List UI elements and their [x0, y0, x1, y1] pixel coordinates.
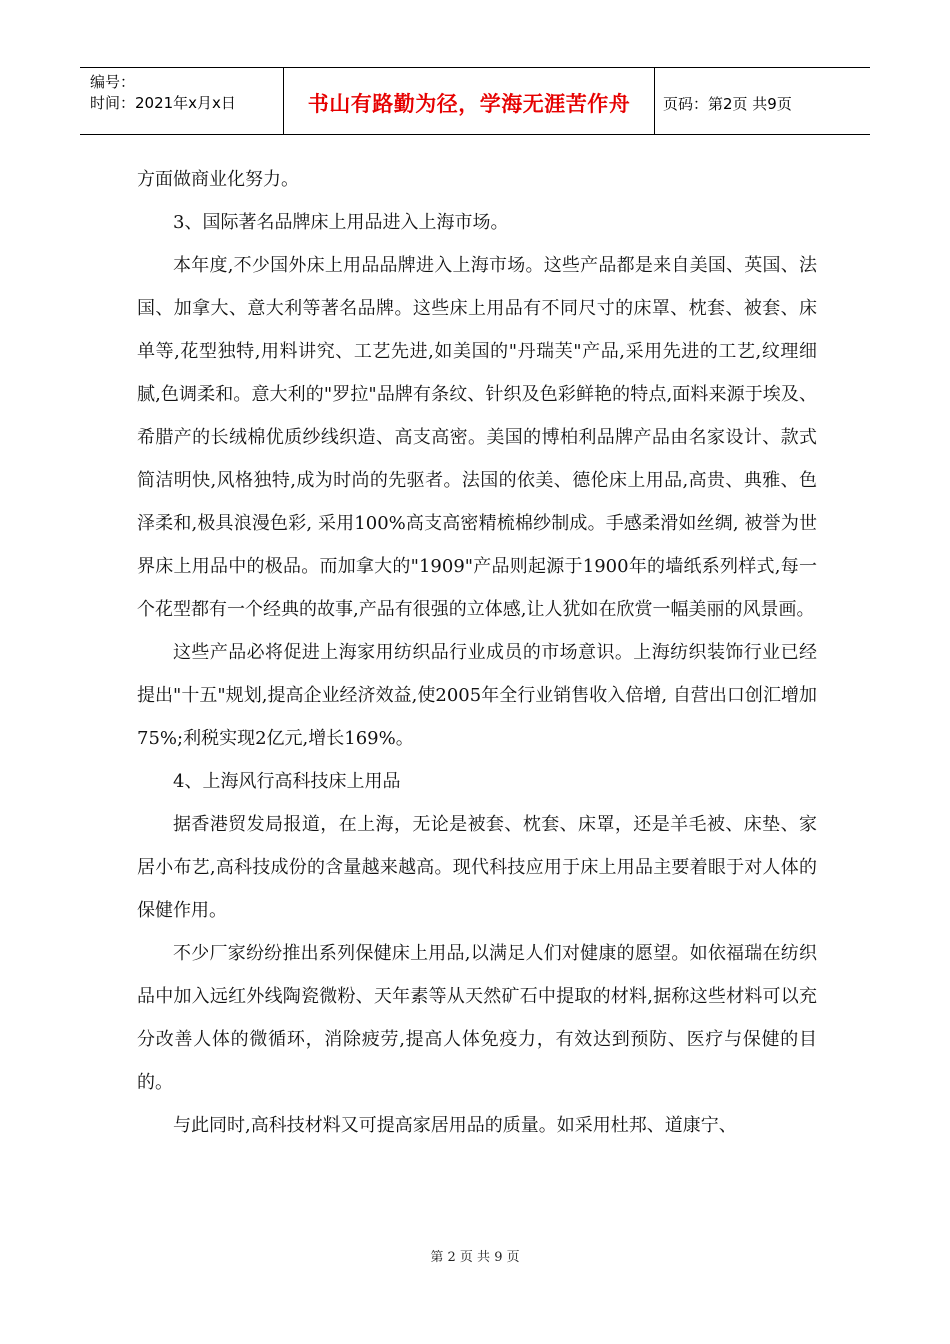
paragraph: 不少厂家纷纷推出系列保健床上用品,以满足人们对健康的愿望。如依福瑞在纺织品中加入远红外线陶瓷微粉、天年素等从天然矿石中提取的材料,据称这些材料可以充分改善人体的微循环，消除疲劳,提高人体免疫力，有效达到预防、医疗与保健的目的。 — [137, 943, 817, 1093]
section-heading: 3、国际著名品牌床上用品进入上海市场。 — [173, 212, 509, 233]
paragraph: 与此同时,高科技材料又可提高家居用品的质量。如采用杜邦、道康宁、 — [173, 1115, 737, 1136]
paragraph: 本年度,不少国外床上用品品牌进入上海市场。这些产品都是来自美国、英国、法国、加拿大、意大利等著名品牌。这些床上用品有不同尺寸的床罩、枕套、被套、床单等,花型独特,用料讲究、工艺先进,如美国的"丹瑞芙"产品,采用先进的工艺,纹理细腻,色调柔和。意大利的"罗拉"品牌有条纹、针织及色彩鲜艳的特点,面料来源于埃及、希腊产的长绒棉优质纱线织造、高支高密。美国的博柏利品牌产品由名家设计、款式简洁明快,风格独特,成为时尚的先驱者。法国的依美、德伦床上用品,高贵、典雅、色泽柔和,极具浪漫色彩, 采用100%高支高密精梳棉纱制成。手感柔滑如丝绸, 被誉为世界床上用品中的极品。而加拿大的"1909"产品则起源于1900年的墙纸系列样式,每一个花型都有一个经典的故事,产品有很强的立体感,让人犹如在欣赏一幅美丽的风景画。 — [137, 255, 817, 620]
section-heading: 4、上海风行高科技床上用品 — [173, 771, 401, 792]
page-footer: 第 2 页 共 9 页 — [430, 1250, 520, 1265]
header-motto: 书山有路勤为径，学海无涯苦作舟 — [283, 68, 655, 134]
document-number-label: 编号： — [90, 73, 136, 91]
header-meta — [80, 68, 283, 134]
document-time-label: 时间：2021年x月x日 — [90, 94, 236, 112]
paragraph: 这些产品必将促进上海家用纺织品行业成员的市场意识。上海纺织装饰行业已经提出"十五"规划,提高企业经济效益,使2005年全行业销售收入倍增, 自营出口创汇增加75%;利税实现2亿元,增长169%。 — [137, 642, 817, 749]
paragraph: 据香港贸发局报道，在上海，无论是被套、枕套、床罩，还是羊毛被、床垫、家居小布艺,高科技成份的含量越来越高。现代科技应用于床上用品主要着眼于对人体的保健作用。 — [137, 814, 817, 921]
header-table — [80, 67, 870, 135]
paragraph: 方面做商业化努力。 — [137, 169, 299, 190]
document-body — [137, 158, 817, 1147]
header-page-label: 页码：第2页 共9页 — [663, 94, 792, 113]
